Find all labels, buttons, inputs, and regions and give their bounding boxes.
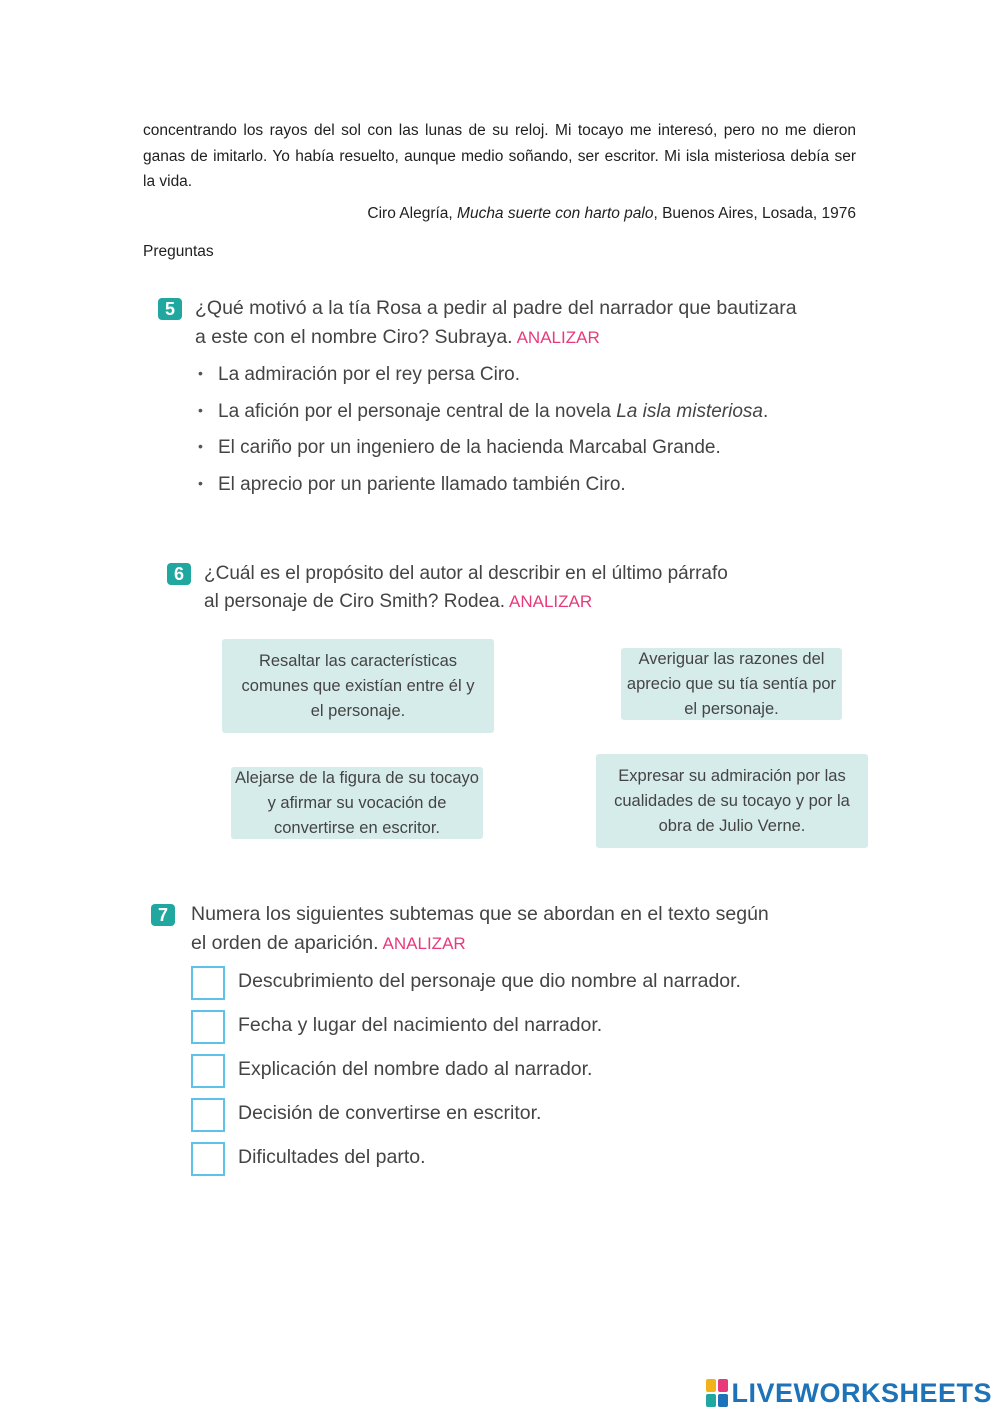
logo-mark-icon (706, 1379, 728, 1407)
number-input-box[interactable] (191, 1010, 225, 1044)
question-7-line2: el orden de aparición. (191, 932, 379, 954)
question-5-tag: ANALIZAR (516, 328, 600, 347)
option-text: El cariño por un ingeniero de la hacienda Marcabal Grande. (218, 437, 721, 458)
logo-square (718, 1394, 728, 1407)
item-text: Decisión de convertirse en escritor. (238, 1102, 542, 1124)
question-6-option-3[interactable]: Alejarse de la figura de su tocayo y afirmar su vocación de convertirse en escritor. (231, 767, 483, 839)
question-6-option-2[interactable]: Averiguar las razones del aprecio que su tía sentía por el personaje. (621, 648, 842, 720)
logo-square (706, 1394, 716, 1407)
question-6-line1: ¿Cuál es el propósito del autor al describir en el último párrafo (204, 563, 728, 584)
citation-rest: , Buenos Aires, Losada, 1976 (653, 205, 856, 222)
question-6-line2: al personaje de Ciro Smith? Rodea. (204, 591, 506, 612)
option-text: La afición por el personaje central de la novela (218, 400, 617, 422)
question-6-number: 6 (167, 563, 191, 585)
question-5-option[interactable] (198, 431, 768, 468)
option-text-end: . (762, 400, 769, 422)
citation-title: Mucha suerte con harto palo (457, 205, 654, 222)
question-5-option[interactable] (198, 395, 768, 432)
option-text: La admiración por el rey persa Ciro. (218, 364, 521, 385)
number-input-box[interactable] (191, 1098, 225, 1132)
question-6-tag: ANALIZAR (509, 592, 593, 611)
question-7-prompt (191, 900, 769, 958)
citation (367, 205, 856, 223)
option-text: El aprecio por un pariente llamado también Ciro. (218, 473, 626, 495)
question-5-option[interactable] (198, 358, 768, 395)
question-5-prompt (195, 294, 797, 352)
question-5-line2: a este con el nombre Ciro? Subraya. (195, 326, 513, 348)
item-text: Fecha y lugar del nacimiento del narrador. (238, 1014, 603, 1036)
section-label: Preguntas (143, 243, 214, 260)
question-7-number: 7 (151, 904, 175, 926)
logo-square (706, 1379, 716, 1392)
question-6-option-4[interactable]: Expresar su admiración por las cualidades de su tocayo y por la obra de Julio Verne. (596, 754, 868, 848)
question-5-number: 5 (158, 298, 182, 320)
item-text: Explicación del nombre dado al narrador. (238, 1058, 593, 1080)
question-7-line1: Numera los siguientes subtemas que se abordan en el texto según (191, 903, 769, 925)
citation-author: Ciro Alegría, (367, 205, 453, 222)
logo-text: LIVEWORKSHEETS (731, 1377, 992, 1408)
bullet-icon: • (198, 365, 203, 381)
bullet-icon: • (198, 401, 203, 418)
question-5-line1: ¿Qué motivó a la tía Rosa a pedir al padre del narrador que bautizara (195, 297, 797, 319)
item-text: Dificultades del parto. (238, 1146, 426, 1168)
number-input-box[interactable] (191, 1142, 225, 1176)
intro-paragraph: concentrando los rayos del sol con las lunas de su reloj. Mi tocayo me interesó, pero no me dieron ganas de imitarlo. Yo había resuelto, aunque medio soñando, ser escritor. Mi isla misteriosa debía ser la vida. (143, 122, 856, 190)
question-5-options (198, 358, 768, 504)
option-italic-text: La isla misteriosa (616, 400, 763, 422)
logo-square (718, 1379, 728, 1392)
item-text: Descubrimiento del personaje que dio nombre al narrador. (238, 970, 741, 992)
number-input-box[interactable] (191, 966, 225, 1000)
question-6-prompt (204, 560, 728, 616)
bullet-icon: • (198, 438, 203, 454)
bullet-icon: • (198, 474, 203, 491)
question-6-option-1[interactable]: Resaltar las características comunes que existían entre él y el personaje. (222, 639, 494, 733)
question-7-tag: ANALIZAR (382, 934, 466, 953)
liveworksheets-logo (706, 1376, 992, 1410)
number-input-box[interactable] (191, 1054, 225, 1088)
question-5-option[interactable] (198, 468, 768, 505)
